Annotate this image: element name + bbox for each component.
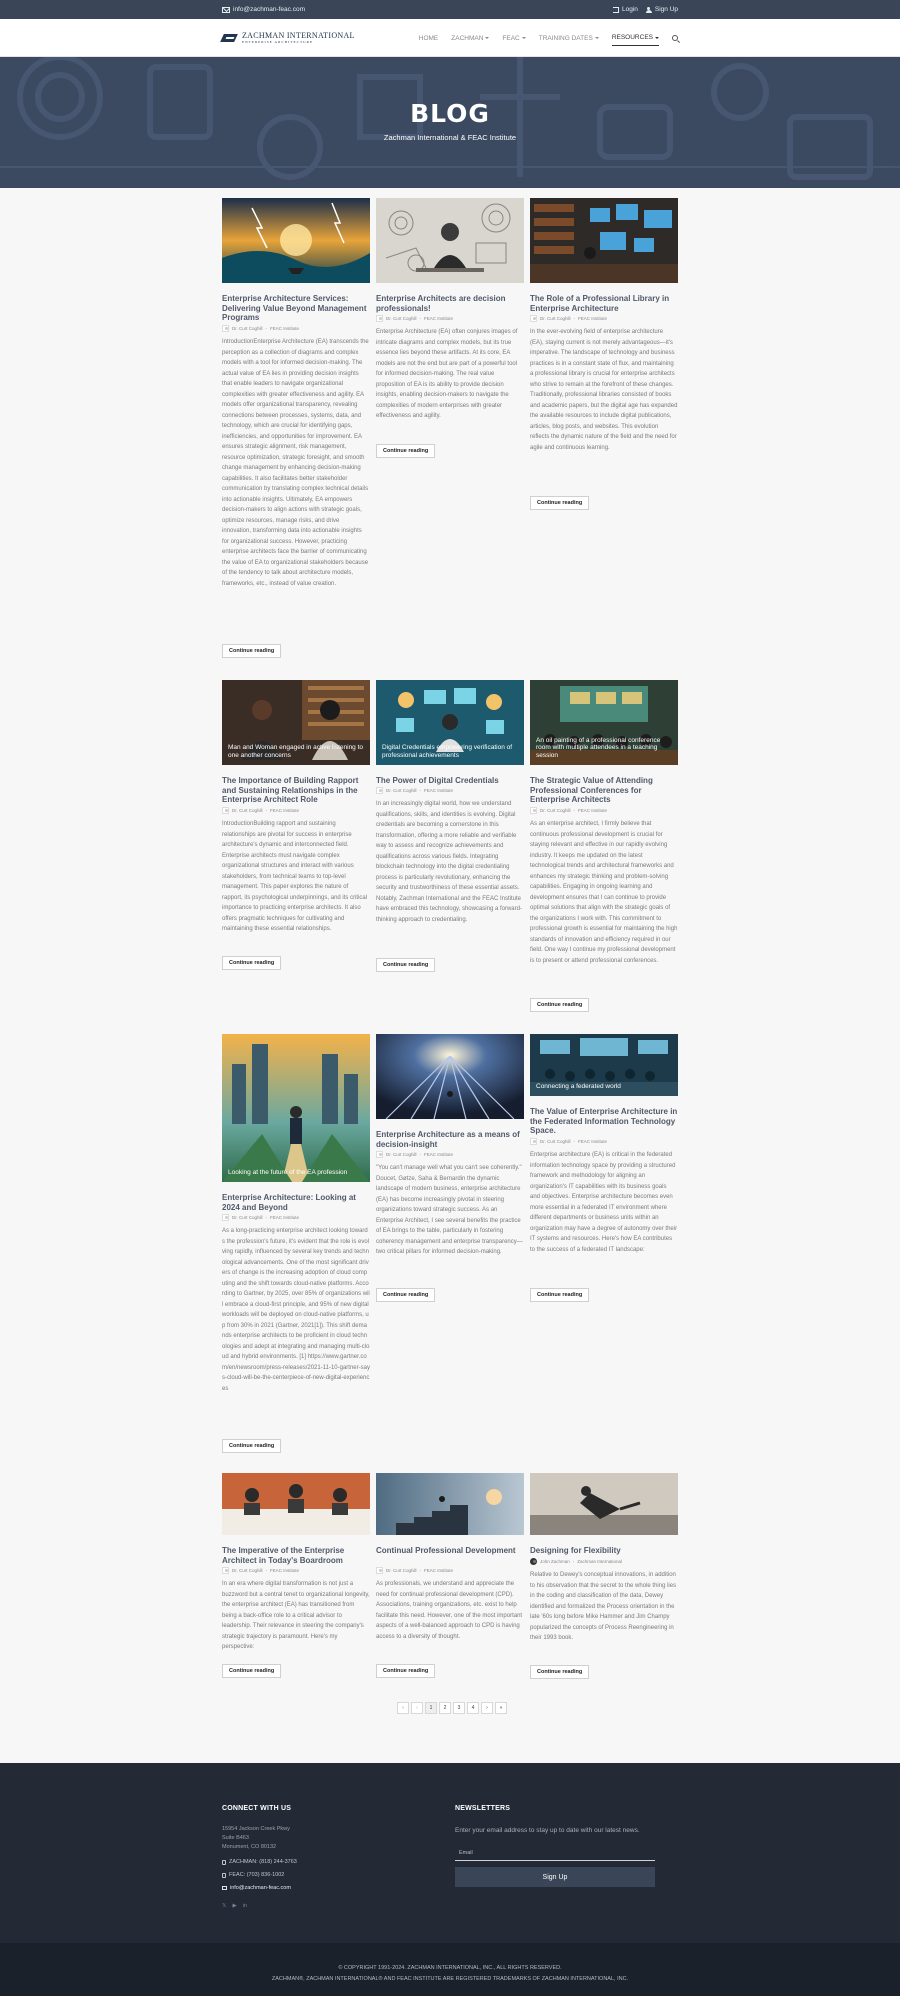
- post-excerpt: As an enterprise architect, I firmly believe that continuous professional development is crucial for staying relevant and effective in our rapidly evolving industry. It keeps me updated on the latest technological trends and architectural frameworks and enhances my strategic thinking and problem-solving capabilities. Engaging in ongoing learning and development ensures that I can continue to provide optimal solutions that align with the strategic goals of the organizations I work with. This commitment to professional growth is essential for maintaining the high standards of innovation and efficiency required in our field. One way I continue my professional development is to present or attend professional conferences.: [530, 821, 678, 964]
- post-org[interactable]: FEAC Institute: [578, 808, 608, 813]
- blog-post: [222, 680, 370, 980]
- search-button[interactable]: [672, 31, 678, 45]
- post-title[interactable]: Enterprise Architecture: Looking at 2024 and Beyond: [222, 1193, 356, 1212]
- youtube-icon[interactable]: ▶: [232, 1903, 237, 1909]
- post-org[interactable]: FEAC Institute: [270, 1568, 300, 1573]
- post-title[interactable]: The Value of Enterprise Architecture in the Federated Information Technology Space.: [530, 1107, 678, 1136]
- post-author[interactable]: Dr. Curt Coghill: [540, 808, 571, 813]
- page-1-button[interactable]: 1: [425, 1702, 437, 1714]
- logo-sub-text: ENTERPRISE ARCHITECTURE: [242, 39, 314, 44]
- page-3-button[interactable]: 3: [453, 1702, 465, 1714]
- post-image[interactable]: [530, 680, 678, 765]
- login-link[interactable]: [613, 6, 638, 13]
- post-title[interactable]: Continual Professional Development: [376, 1546, 516, 1555]
- post-excerpt: In an era where digital transformation is not just a buzzword but a central tenet to organizational longevity, the enterprise architect (EA) has transitioned from being a back-office role to a critical advisor to leadership. Their relevance in steering the company's strategic trajectory is paramount. Here's my perspective:: [222, 1581, 370, 1650]
- post-title[interactable]: Enterprise Architects are decision professionals!: [376, 294, 506, 313]
- copyright-bar: [0, 1943, 900, 1996]
- continue-reading-button[interactable]: Continue reading: [222, 1439, 281, 1453]
- post-meta: Dr. Curt Coghill - FEAC Institute: [376, 787, 524, 794]
- social-links: [222, 1903, 247, 1909]
- post-title[interactable]: Designing for Flexibility: [530, 1546, 621, 1555]
- newsletter-text: Enter your email address to stay up to date with our latest news.: [455, 1827, 640, 1834]
- login-icon: [613, 7, 619, 13]
- blog-post: [530, 1034, 678, 1304]
- post-author[interactable]: Dr. Curt Coghill: [232, 1215, 263, 1220]
- page-2-button[interactable]: 2: [439, 1702, 451, 1714]
- post-org[interactable]: FEAC Institute: [270, 808, 300, 813]
- post-org[interactable]: FEAC Institute: [270, 1215, 300, 1220]
- post-meta: Dr. Curt Coghill - FEAC Institute: [222, 325, 370, 332]
- post-excerpt: In the ever-evolving field of enterprise architecture (EA), staying current is not merely advantageous—it's imperative. The landscape of technology and business practices is in a constant state of flux, and maintaining a professional library is crucial for enterprise architects who strive to remain at the forefront of these changes. Traditionally, professional libraries consisted of books and academic papers, but the digital age has expanded the available resources to include digital publications, articles, blog posts, and websites. This evolution reflects the dynamic nature of the field and the need for agile and continuous learning.: [530, 329, 678, 451]
- address-line: Monument, CO 80132: [222, 1844, 277, 1850]
- continue-reading-button[interactable]: Continue reading: [530, 496, 589, 510]
- search-icon: [672, 35, 678, 41]
- post-image[interactable]: [530, 1034, 678, 1096]
- nav-feac-label: FEAC: [502, 34, 520, 42]
- post-org[interactable]: FEAC Institute: [424, 788, 454, 793]
- post-author[interactable]: Dr. Curt Coghill: [232, 808, 263, 813]
- post-org[interactable]: FEAC Institute: [578, 1139, 608, 1144]
- avatar: [376, 1151, 383, 1158]
- post-meta: Dr. Curt Coghill - FEAC Institute: [530, 1138, 678, 1145]
- blog-post: [222, 198, 370, 660]
- post-org[interactable]: FEAC Institute: [424, 1568, 454, 1573]
- blog-post: [530, 1473, 678, 1683]
- topbar-email: info@zachman-feac.com: [233, 6, 305, 13]
- nav-resources-label: RESOURCES: [611, 34, 653, 41]
- blog-post: [222, 1473, 370, 1683]
- topbar-email-link[interactable]: [222, 6, 305, 13]
- site-header: [0, 19, 900, 57]
- post-title[interactable]: Enterprise Architecture Services: Delivering Value Beyond Management Programs: [222, 294, 367, 323]
- footer-email-text: info@zachman-feac.com: [230, 1885, 291, 1891]
- post-author[interactable]: John Zachman: [540, 1559, 570, 1564]
- address: [222, 1825, 290, 1852]
- page-subtitle: Zachman International & FEAC Institute: [383, 133, 517, 142]
- footer-email-link[interactable]: [222, 1885, 291, 1891]
- post-image[interactable]: [222, 198, 370, 283]
- post-title[interactable]: The Imperative of the Enterprise Architect in Today's Boardroom: [222, 1546, 345, 1565]
- main-nav: [419, 30, 678, 46]
- continue-reading-button[interactable]: Continue reading: [530, 998, 589, 1012]
- twitter-icon[interactable]: 𝕏: [222, 1903, 227, 1909]
- post-author[interactable]: Dr. Curt Coghill: [386, 1152, 417, 1157]
- avatar: [530, 1558, 537, 1565]
- blog-post: [376, 1473, 524, 1683]
- post-org[interactable]: Zachman International: [577, 1559, 623, 1564]
- post-author[interactable]: Dr. Curt Coghill: [540, 1139, 571, 1144]
- continue-reading-button[interactable]: Continue reading: [222, 644, 281, 658]
- post-author[interactable]: Dr. Curt Coghill: [386, 316, 417, 321]
- nav-training-dates-label: TRAINING DATES: [538, 34, 593, 42]
- post-title[interactable]: The Role of a Professional Library in Enterprise Architecture: [530, 294, 670, 313]
- post-image[interactable]: [376, 198, 524, 283]
- avatar: [222, 325, 229, 332]
- avatar: [376, 1567, 383, 1574]
- post-image[interactable]: [376, 1034, 524, 1119]
- pagination: [397, 1702, 507, 1714]
- avatar: [222, 1567, 229, 1574]
- next-page-button[interactable]: ›: [481, 1702, 493, 1714]
- avatar: [222, 1214, 229, 1221]
- post-meta: Dr. Curt Coghill - FEAC Institute: [376, 1567, 524, 1574]
- continue-reading-button[interactable]: Continue reading: [530, 1288, 589, 1302]
- hero-banner: [0, 57, 900, 188]
- blog-post: [530, 680, 678, 1020]
- post-excerpt: Enterprise architecture (EA) is critical in the federated information technology space by providing a structured framework and methodology for aligning an organization's IT capabilities with its business goals and objectives. Enterprise architecture becomes even more essential in a federated IT environment where different departments or business units within an organization may have a degree of autonomy over their IT systems and resources. Here's how EA contributes to the success of a federated IT landscape:: [530, 1152, 678, 1253]
- envelope-icon: [222, 1886, 227, 1890]
- continue-reading-button[interactable]: Continue reading: [376, 444, 435, 458]
- post-meta: Dr. Curt Coghill - FEAC Institute: [376, 315, 524, 322]
- post-excerpt: IntroductionEnterprise Architecture (EA) transcends the perception as a collection of diagrams and complex models with a tool for informed decision-making. The actual value of EA lies in providing decision insights that enable leaders to navigate organizational complexities with greater effectiveness and agility. EA models offer organizational transparency, revealing connections between processes, systems, data, and technology, which are crucial for identifying gaps, inefficiencies, and opportunities for improvement. EA ensures strategic alignment, risk management, resource optimization, strategic foresight, and smooth change management by enhancing decision-making capabilities. It also facilitates better stakeholder communication by translating complex technical details into actionable insights. Ultimately, EA empowers decision-makers to align actions with strategic goals, optimize resources, manage risks, and drive innovation, transforming data into actionable insights for organizational success. However, practicing enterprise architects face the barrier of communicating the value of EA to organizational stakeholders because of the tendency to talk about architecture models, frameworks, etc., instead of value creation.: [222, 339, 369, 587]
- image-caption: Man and Woman engaged in active listening to one another concerns: [228, 744, 364, 759]
- first-page-button[interactable]: «: [397, 1702, 409, 1714]
- envelope-icon: [222, 7, 230, 13]
- post-org[interactable]: FEAC Institute: [578, 316, 608, 321]
- chevron-down-icon: [522, 37, 526, 39]
- avatar: [376, 315, 383, 322]
- avatar: [530, 1138, 537, 1145]
- phone-feac-text: FEAC: (703) 836-1002: [229, 1872, 285, 1878]
- continue-reading-button[interactable]: Continue reading: [376, 1664, 435, 1678]
- connect-heading: CONNECT WITH US: [222, 1805, 292, 1812]
- post-meta: Dr. Curt Coghill - FEAC Institute: [530, 807, 678, 814]
- phone-feac[interactable]: [222, 1872, 284, 1878]
- blog-post: [376, 198, 524, 460]
- nav-feac[interactable]: [502, 31, 525, 46]
- copyright-text: © COPYRIGHT 1991-2024. ZACHMAN INTERNATIONAL, INC., ALL RIGHTS RESERVED.: [338, 1965, 562, 1971]
- phone-zachman-text: ZACHMAN: (818) 244-3763: [229, 1859, 297, 1865]
- nav-zachman[interactable]: [451, 31, 489, 46]
- continue-reading-button[interactable]: Continue reading: [222, 956, 281, 970]
- image-caption: Looking at the future of the EA profession: [228, 1168, 348, 1176]
- blog-post: [376, 1034, 524, 1304]
- chevron-down-icon: [485, 37, 489, 39]
- page-4-button[interactable]: 4: [467, 1702, 479, 1714]
- nav-resources[interactable]: [612, 30, 659, 46]
- post-image[interactable]: [222, 680, 370, 765]
- continue-reading-button[interactable]: Continue reading: [222, 1664, 281, 1678]
- post-org[interactable]: FEAC Institute: [270, 326, 300, 331]
- post-meta: Dr. Curt Coghill - FEAC Institute: [376, 1151, 524, 1158]
- post-author[interactable]: Dr. Curt Coghill: [232, 326, 263, 331]
- nav-training-dates[interactable]: [539, 31, 599, 46]
- login-label: Login: [621, 6, 638, 13]
- newsletter-email-input[interactable]: [455, 1845, 655, 1861]
- post-meta: Dr. Curt Coghill - FEAC Institute: [222, 1214, 370, 1221]
- image-caption: Connecting a federated world: [536, 1082, 621, 1090]
- avatar: [530, 807, 537, 814]
- post-author[interactable]: Dr. Curt Coghill: [386, 788, 417, 793]
- prev-page-button[interactable]: ‹: [411, 1702, 423, 1714]
- post-title[interactable]: The Strategic Value of Attending Professional Conferences for Enterprise Architects: [530, 776, 653, 805]
- logo-main-text: ZACHMAN INTERNATIONAL: [242, 30, 355, 40]
- avatar: [530, 315, 537, 322]
- post-author[interactable]: Dr. Curt Coghill: [232, 1568, 263, 1573]
- last-page-button[interactable]: »: [495, 1702, 507, 1714]
- phone-icon: [222, 1873, 226, 1878]
- post-author[interactable]: Dr. Curt Coghill: [540, 316, 571, 321]
- continue-reading-button[interactable]: Continue reading: [530, 1665, 589, 1679]
- post-excerpt: IntroductionBuilding rapport and sustaining relationships are pivotal for success in enterprise architecture's dynamic and interconnected field. Enterprise architects must navigate complex organizational structures and interact with various stakeholders, from technical teams to top-level management. This paper explores the nature of rapport, its psychological underpinnings, and its critical importance to practicing enterprise architects. It also offers pragmatic techniques for cultivating and maintaining these essential relationships.: [222, 821, 368, 932]
- signup-label: Sign Up: [654, 6, 678, 13]
- post-image[interactable]: [222, 1473, 370, 1535]
- post-image[interactable]: [376, 1473, 524, 1535]
- site-logo[interactable]: [222, 32, 355, 45]
- chevron-down-icon: [595, 37, 599, 39]
- nav-zachman-label: ZACHMAN: [451, 34, 484, 42]
- post-meta: John Zachman - Zachman International: [530, 1558, 678, 1565]
- post-image[interactable]: [222, 1034, 370, 1182]
- address-line: 15954 Jackson Creek Pkwy: [222, 1826, 290, 1832]
- top-bar: [0, 0, 900, 19]
- linkedin-icon[interactable]: in: [242, 1903, 247, 1909]
- phone-zachman[interactable]: [222, 1859, 297, 1865]
- phone-icon: [222, 1860, 226, 1865]
- trademark-text: ZACHMAN®, ZACHMAN INTERNATIONAL® AND FEAC INSTITUTE ARE REGISTERED TRADEMARKS OF ZACHMAN INTERNATIONAL, INC.: [271, 1976, 629, 1982]
- post-meta: Dr. Curt Coghill - FEAC Institute: [530, 315, 678, 322]
- post-author[interactable]: Dr. Curt Coghill: [386, 1568, 417, 1573]
- image-caption: An oil painting of a professional conference room with multiple attendees in a teaching session: [536, 736, 661, 759]
- nav-home-label: HOME: [418, 34, 439, 42]
- post-excerpt: "You can't manage well what you can't see coherently." Doucet, Gøtze, Saha & Bernardin the dynamic landscape of modern business, enterprise architecture (EA) has become increasingly pivotal in steering organizations toward strategic success. As an Enterprise Architect, I see several benefits the practice of EA brings to the table, particularly in fostering coherency management and enterprise transparency—two critical pillars for informed decision-making.: [376, 1165, 523, 1255]
- post-title[interactable]: The Power of Digital Credentials: [376, 776, 499, 785]
- site-footer: [0, 1763, 900, 1943]
- chevron-down-icon: [655, 37, 659, 39]
- blog-post: [376, 680, 524, 980]
- blog-post: [222, 1034, 370, 1454]
- continue-reading-button[interactable]: Continue reading: [376, 958, 435, 972]
- continue-reading-button[interactable]: Continue reading: [376, 1288, 435, 1302]
- avatar: [222, 807, 229, 814]
- post-image[interactable]: [530, 1473, 678, 1535]
- post-meta: Dr. Curt Coghill - FEAC Institute: [222, 807, 370, 814]
- zachman-logo-icon: [222, 32, 238, 44]
- newsletter-heading: NEWSLETTERS: [455, 1805, 511, 1812]
- post-title[interactable]: Enterprise Architecture as a means of decision-insight: [376, 1130, 520, 1149]
- user-icon: [646, 7, 652, 13]
- nav-home[interactable]: [419, 31, 439, 46]
- address-line: Suite B463: [222, 1835, 249, 1841]
- post-excerpt: In an increasingly digital world, how we understand qualifications, skills, and identities is evolving. Digital credentials are becoming a cornerstone in this transformation, offering a more reliable and verifiable way to assess and recognize achievements and qualifications across various fields. Integrating blockchain technology into the digital credentialing process is particularly revolutionary, enhancing the security and trustworthiness of these essential assets. Notably, Zachman International and the FEAC Institute have embraced this technology, showcasing a forward-thinking approach to credentialing.: [376, 801, 522, 923]
- post-org[interactable]: FEAC Institute: [424, 316, 454, 321]
- post-org[interactable]: FEAC Institute: [424, 1152, 454, 1157]
- image-caption: Digital Credentials empowering verification of professional achievements: [382, 744, 513, 759]
- avatar: [376, 787, 383, 794]
- post-image[interactable]: [530, 198, 678, 283]
- post-excerpt: As a long-practicing enterprise architect looking towards the profession's future, it's evident that the role is evolving rapidly, influenced by several key trends and technological advancements. One of the most significant drivers of change is the increasing adoption of cloud computing and the shift towards cloud-native platforms. According to Gartner, by 2025, over 85% of organizations will embrace a cloud-first principle, and 95% of new digital workloads will be deployed on cloud-native platforms, up from 30% in 2021 (Gartner, 2021[1]). This shift demands enterprise architects to be proficient in cloud technologies and adept at integrating and managing multi-cloud and hybrid environments. [1] https://www.gartner.com/en/newsroom/press-releases/2021-11-10-gartner-says-cloud-will-be-the-centerpiece-of-new-digital-experiences: [222, 1228, 370, 1392]
- blog-post: [530, 198, 678, 510]
- signup-link[interactable]: [646, 6, 678, 13]
- post-meta: Dr. Curt Coghill - FEAC Institute: [222, 1567, 370, 1574]
- post-image[interactable]: [376, 680, 524, 765]
- post-title[interactable]: The Importance of Building Rapport and Sustaining Relationships in the Enterprise Architect Role: [222, 776, 359, 805]
- page-title: BLOG: [410, 99, 490, 128]
- post-excerpt: Enterprise Architecture (EA) often conjures images of intricate diagrams and complex models, but its true essence lies beyond these artifacts. At its core, EA models are not the end but are part of a powerful tool for informed decision-making. The real value proposition of EA is its ability to provide decision insights, enabling decision-makers to navigate the complexities of modern enterprises with greater effectiveness and agility.: [376, 329, 518, 419]
- post-excerpt: As professionals, we understand and appreciate the need for continual professional development (CPD). Associations, training organizations, etc. exist to help facilitate this need. However, one of the most important aspects of a well-balanced approach to CPD is having access to a diversity of thought.: [376, 1581, 523, 1640]
- newsletter-signup-button[interactable]: Sign Up: [455, 1867, 655, 1887]
- post-excerpt: Relative to Dewey's conceptual innovations, in addition to his observation that the secret to the whole thing lies in the coding and classification of the data, Dewey identified and formalized the Process orientation in the late '60s long before Mike Hammer and Jim Champy popularized the concepts of Process Reengineering in their 1993 book.: [530, 1572, 677, 1641]
